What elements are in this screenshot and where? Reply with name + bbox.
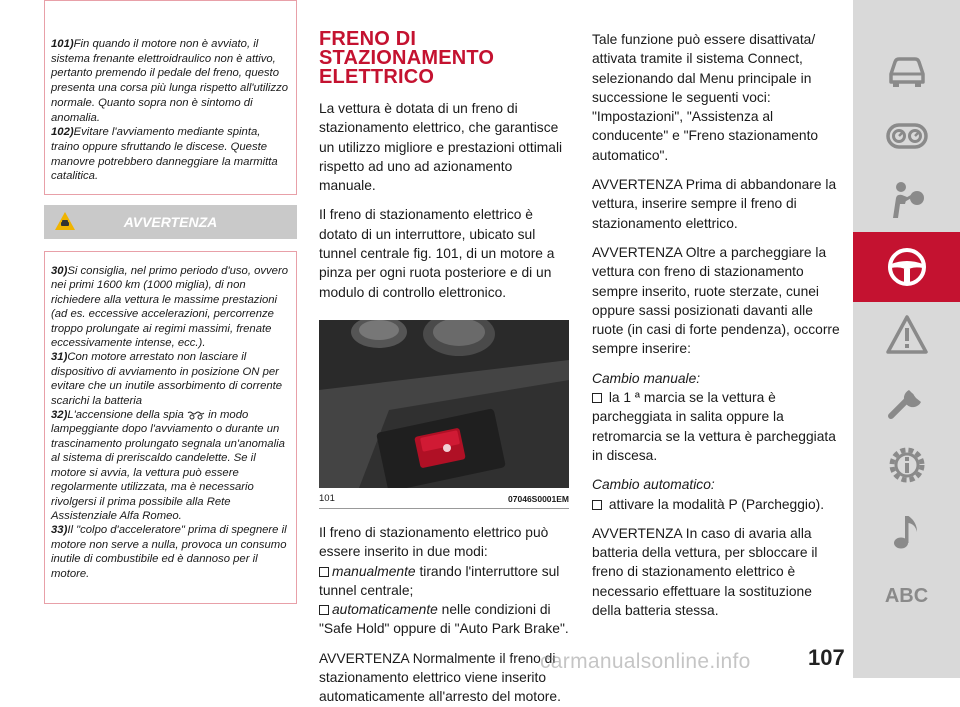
warnings-box — [44, 251, 297, 604]
list-item-emphasis: manualmente — [332, 563, 416, 579]
sidebar-item-index[interactable]: ABC — [884, 585, 929, 607]
bullet-icon — [592, 393, 602, 403]
warning-text: L'accensione della spia — [67, 409, 184, 422]
bullet-icon — [319, 605, 329, 615]
figure-caption — [319, 490, 569, 509]
paragraph: Il freno di stazionamento elettrico è dotato di un interruttore, ubicato sul tunnel centrale fig. 101, di un motore a pinza per ogni ruota posteriore e di un modulo di controllo elettronico. — [319, 207, 555, 300]
warning-text: in modo lampeggiante dopo l'avviamento o durante un trascinamento prolungato segnala un'anomalia al sistema di preriscaldo candelette. Se il motore si avvia, la vettura può essere regolarmente utilizzata, ma è necessario rivolgersi il prima possibile alla Rete Assistenziale Alfa Romeo. — [51, 409, 285, 522]
right-column — [592, 30, 840, 630]
note-text: Evitare l'avviamento mediante spinta, traino oppure sfruttando le discese. Queste manovre potrebbero danneggiare la marmitta catalitica. — [51, 126, 278, 183]
sidebar-item-multimedia[interactable] — [853, 497, 960, 567]
music-note-icon — [885, 510, 929, 554]
note-text: Fin quando il motore non è avviato, il sistema frenante elettroidraulico non è attivo, pertanto premendo il pedale del freno, questo presenta una corsa più lunga rispetto all'utilizzo normale. Quanto sopra non è sintomo di anomalia. — [51, 38, 289, 124]
note-number: 101) — [51, 38, 74, 50]
warning-30 — [51, 264, 290, 350]
figure-code: 07046S0001EM — [508, 493, 569, 504]
figure-number: 101 — [319, 492, 335, 504]
sidebar-item-safety[interactable] — [853, 165, 960, 235]
car-icon — [885, 48, 929, 92]
paragraph: AVVERTENZA Normalmente il freno di stazionamento elettrico viene inserito automaticamente all'arresto del motore. — [319, 650, 561, 705]
paragraph: AVVERTENZA Oltre a parcheggiare la vettura con freno di stazionamento sempre inserito, ruote sterzate, cunei oppure sassi posizionati davanti alle ruote (in casi di forte pendenza), occorre sempre inserire: — [592, 244, 840, 357]
sidebar-item-emergency[interactable] — [853, 300, 960, 370]
gear-info-icon — [885, 443, 929, 487]
warning-text: Con motore arrestato non lasciare il dispositivo di avviamento in posizione ON per evitare che un inutile assorbimento di corrente scarichi la batteria — [51, 351, 283, 407]
list-item-text: tirando l'interruttore sul tunnel centrale; — [319, 563, 560, 598]
list-item — [319, 600, 569, 639]
warning-car-icon — [54, 211, 76, 231]
title-line: ELETTRICO — [319, 66, 435, 88]
note-102 — [51, 125, 290, 184]
bullet-icon — [592, 500, 602, 510]
warning-text: Si consiglia, nel primo periodo d'uso, ovvero nei primi 1600 km (1000 miglia), di non richiedere alla vettura le massime prestazioni (ad es. eccessive accelerazioni, percorrenze troppo prolungate ai regimi massimi, frenate eccessivamente intense, ecc.). — [51, 265, 289, 350]
paragraph: La vettura è dotata di un freno di stazionamento elettrico, che garantisce un utilizzo migliore e prestazioni ottimali rispetto ad uno ad azionamento manuale. — [319, 101, 563, 194]
page-number: 107 — [808, 645, 845, 670]
list-item-emphasis: automaticamente — [332, 602, 438, 618]
dashboard-gauges-icon — [885, 113, 929, 157]
automatic-transmission-block — [592, 475, 840, 514]
steering-wheel-icon — [885, 245, 929, 289]
left-column — [44, 0, 297, 604]
sidebar-item-technical-data[interactable] — [853, 430, 960, 500]
automatic-text: attivare la modalità P (Parcheggio). — [605, 496, 825, 512]
warning-header — [44, 205, 297, 239]
manual-text: la 1 ª marcia se la vettura è parcheggiata in salita oppure la retromarcia se la vettura è parcheggiata in discesa. — [592, 390, 836, 463]
seat-occupant-icon — [885, 178, 929, 222]
warning-31 — [51, 350, 290, 408]
warning-text: Il "colpo d'acceleratore" prima di spegnere il motore non serve a nulla, provoca un consumo inutile di combustibile ed è dannoso per il motore. — [51, 524, 287, 580]
note-101 — [51, 37, 290, 125]
warning-32 — [51, 408, 290, 523]
warning-number: 30) — [51, 265, 68, 277]
warning-33 — [51, 523, 290, 581]
paragraph: Tale funzione può essere disattivata/ attivata tramite il sistema Connect, selezionando dal Menu principale in successione le seguenti voci: "Impostazioni", "Assistenza al conducente" e "Freno stazionamento automatico". — [592, 32, 819, 163]
sidebar-item-dashboard[interactable] — [853, 100, 960, 170]
notes-box — [44, 0, 297, 195]
sidebar-item-maintenance[interactable] — [853, 365, 960, 435]
wrench-icon — [885, 378, 929, 422]
manual-transmission-block — [592, 369, 840, 465]
manual-label: Cambio manuale: — [592, 370, 701, 386]
warning-triangle-icon — [885, 313, 929, 357]
paragraph: AVVERTENZA Prima di abbandonare la vettura, inserire sempre il freno di stazionamento elettrico. — [592, 177, 837, 231]
automatic-label: Cambio automatico: — [592, 477, 715, 493]
parking-brake-photo — [319, 320, 569, 488]
paragraph: Il freno di stazionamento elettrico può essere inserito in due modi: — [319, 524, 549, 560]
paragraph: AVVERTENZA In caso di avaria alla batteria della vettura, per sbloccare il freno di stazionamento elettrico è necessario effettuare la sostituzione della batteria stessa. — [592, 525, 818, 619]
warning-number: 33) — [51, 524, 68, 537]
warning-number: 32) — [51, 409, 68, 422]
warning-number: 31) — [51, 351, 68, 364]
title-line: FRENO DI STAZIONAMENTO — [319, 28, 495, 69]
list-item-text: nelle condizioni di "Safe Hold" oppure di "Auto Park Brake". — [319, 602, 569, 637]
sidebar-item-car[interactable] — [853, 35, 960, 105]
list-item — [319, 562, 569, 601]
note-number: 102) — [51, 126, 74, 139]
bullet-icon — [319, 567, 329, 577]
chapter-sidebar — [853, 0, 960, 678]
middle-column — [319, 30, 569, 707]
sidebar-item-driving[interactable] — [853, 232, 960, 302]
section-title — [319, 30, 569, 87]
warning-title: AVVERTENZA — [123, 214, 218, 230]
glow-plug-icon — [187, 411, 205, 420]
watermark: carmanualsonline.info — [540, 650, 751, 673]
figure-parking-brake-switch — [319, 320, 569, 488]
